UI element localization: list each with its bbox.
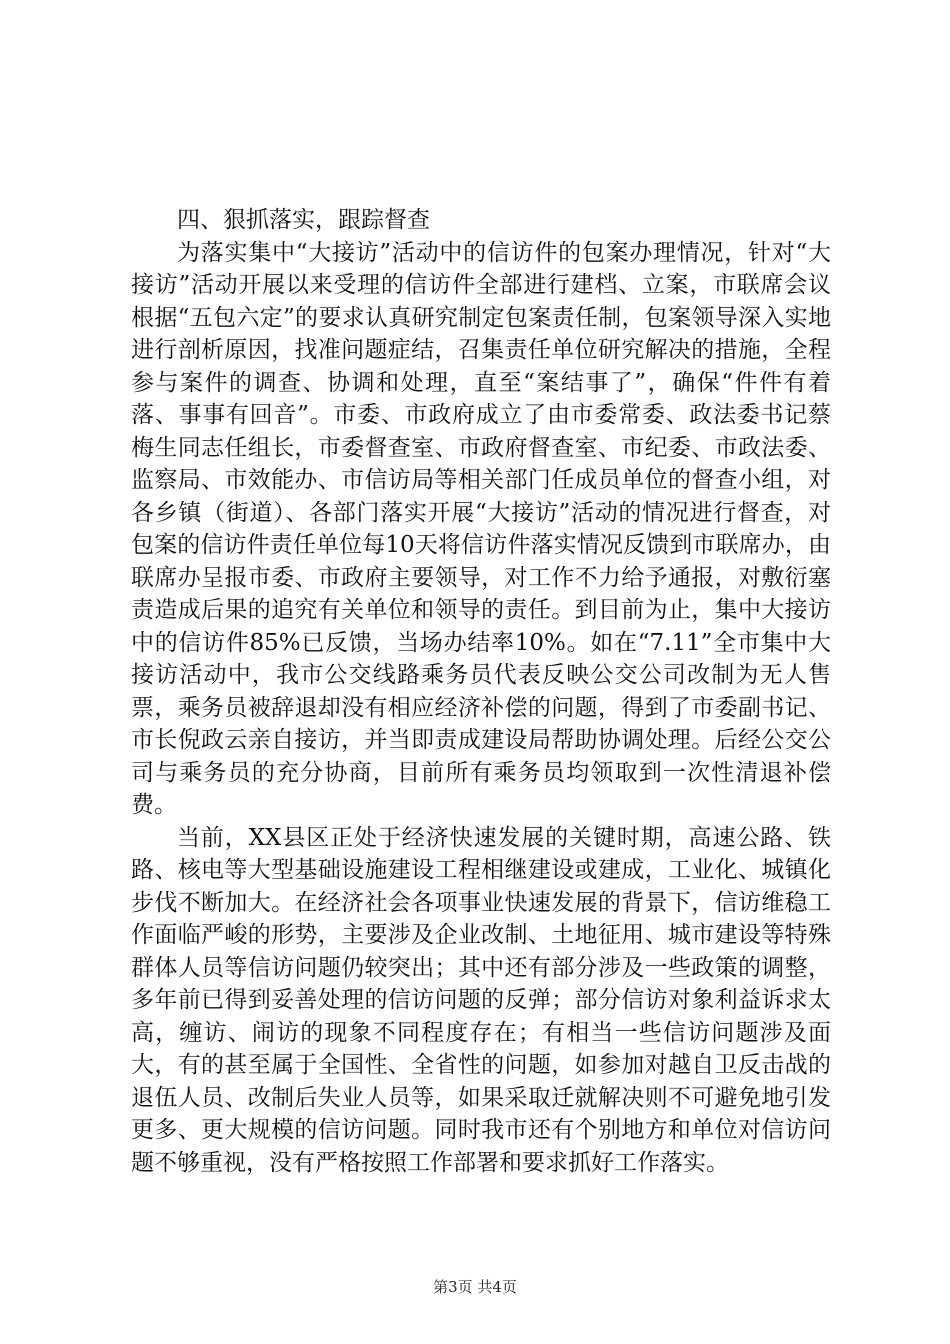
paragraph-current-situation: 当前，XX县区正处于经济快速发展的关键时期，高速公路、铁路、核电等大型基础设施建设工程相继建设或建成，工业化、城镇化步伐不断加大。在经济社会各项事业快速发展的背景下，信访维稳工作面临严峻的形势，主要涉及企业改制、土地征用、城市建设等特殊群体人员等信访问题仍较突出；其中还有部分涉及一些政策的调整，多年前已得到妥善处理的信访问题的反弹；部分信访对象利益诉求太高，缠访、闹访的现象不同程度存在；有相当一些信访问题涉及面大，有的甚至属于全国性、全省性的问题，如参加对越自卫反击战的退伍人员、改制后失业人员等，如果采取迁就解决则不可避免地引发更多、更大规模的信访问题。同时我市还有个别地方和单位对信访问题不够重视，没有严格按照工作部署和要求抓好工作落实。 [131,824,831,1176]
paragraph-supervision: 为落实集中“大接访”活动中的信访件的包案办理情况，针对“大接访”活动开展以来受理的信访件全部进行建档、立案，市联席会议根据“五包六定”的要求认真研究制定包案责任制，包案领导深入实地进行剖析原因，找准问题症结，召集责任单位研究解决的措施，全程参与案件的调查、协调和处理，直至“案结事了”，确保“件件有着落、事事有回音”。市委、市政府成立了由市委常委、政法委书记蔡梅生同志任组长，市委督查室、市政府督查室、市纪委、市政法委、监察局、市效能办、市信访局等相关部门任成员单位的督查小组，对各乡镇（街道）、各部门落实开展“大接访”活动的情况进行督查，对包案的信访件责任单位每10天将信访件落实情况反馈到市联席办，由联席办呈报市委、市政府主要领导，对工作不力给予通报，对敷衍塞责造成后果的追究有关单位和领导的责任。到目前为止，集中大接访中的信访件85%已反馈，当场办结率10%。如在“7.11”全市集中大接访活动中，我市公交线路乘务员代表反映公交公司改制为无人售票，乘务员被辞退却没有相应经济补偿的问题，得到了市委副书记、市长倪政云亲自接访，并当即责成建设局帮助协调处理。后经公交公司与乘务员的充分协商，目前所有乘务员均领取到一次性清退补偿费。 [131,239,831,818]
page-number-footer: 第3页 共4页 [433,1278,517,1296]
section-heading: 四、狠抓落实，跟踪督查 [177,207,430,233]
document-body [131,204,831,1179]
